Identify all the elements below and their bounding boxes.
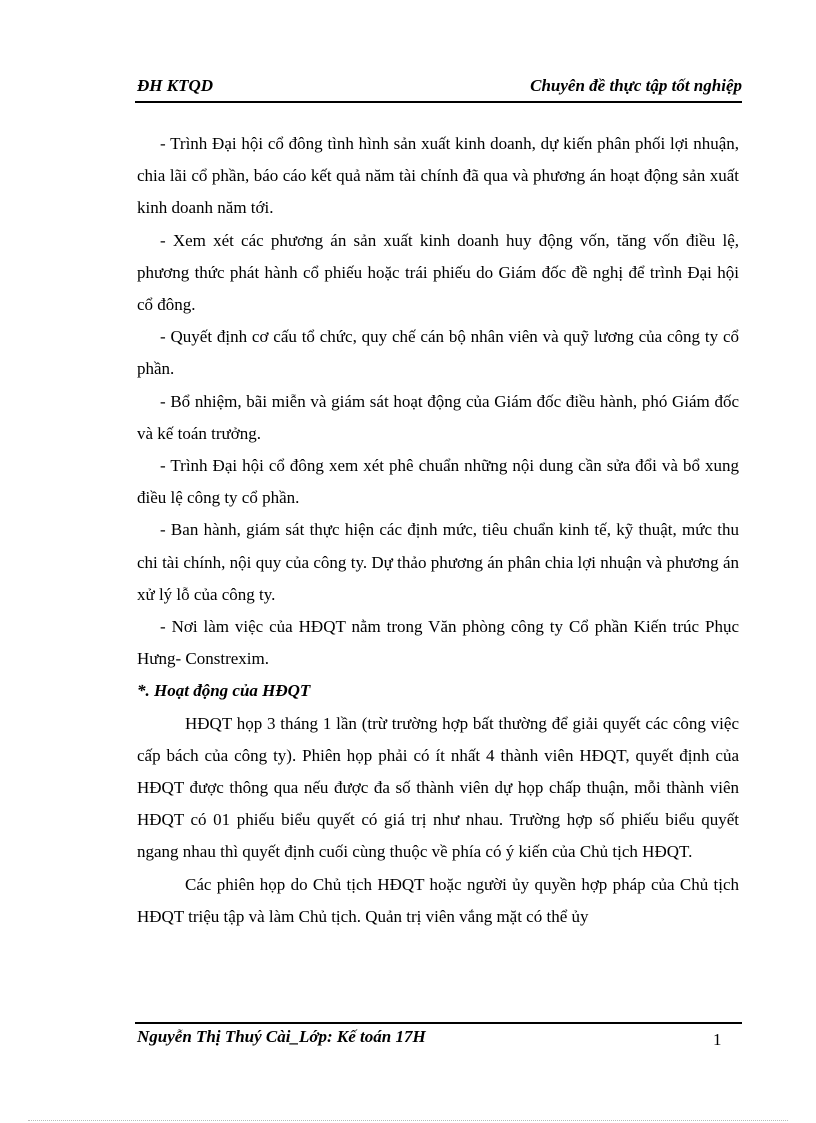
footer-rule <box>135 1022 742 1024</box>
header-right-text: Chuyên đề thực tập tốt nghiệp <box>530 76 742 95</box>
section-heading: *. Hoạt động của HĐQT <box>137 681 311 701</box>
paragraph: HĐQT họp 3 tháng 1 lần (trừ trường hợp bất thường để giải quyết các công việc cấp bách của công ty). Phiên họp phải có ít nhất 4 thành viên HĐQT, quyết định của HĐQT được thông qua nếu được đa số thành viên dự họp chấp thuận, mỗi thành viên HĐQT có 01 phiếu biểu quyết có giá trị như nhau. Trường hợp số phiếu biểu quyết ngang nhau thì quyết định cuối cùng thuộc về phía có ý kiến của Chủ tịch HĐQT. <box>137 713 739 862</box>
page-number: 1 <box>713 1030 722 1049</box>
paragraph: - Xem xét các phương án sản xuất kinh doanh huy động vốn, tăng vốn điều lệ, phương thức phát hành cổ phiếu hoặc trái phiếu do Giám đốc đề nghị để trình Đại hội cổ đông. <box>137 230 739 315</box>
paragraph: Các phiên họp do Chủ tịch HĐQT hoặc người ủy quyền hợp pháp của Chủ tịch HĐQT triệu tập và làm Chủ tịch. Quản trị viên vắng mặt có thể ủy <box>137 874 739 926</box>
header-left-text: ĐH KTQD <box>137 76 214 95</box>
page-header <box>137 76 742 102</box>
paragraph: - Bổ nhiệm, bãi miễn và giám sát hoạt động của Giám đốc điều hành, phó Giám đốc và kế toán trưởng. <box>137 391 739 443</box>
paragraph: - Nơi làm việc của HĐQT nằm trong Văn phòng công ty Cổ phần Kiến trúc Phục Hưng- Constrexim. <box>137 617 739 669</box>
paragraph: - Ban hành, giám sát thực hiện các định mức, tiêu chuẩn kinh tế, kỹ thuật, mức thu chi tài chính, nội quy của công ty. Dự thảo phương án phân chia lợi nhuận và phương án xử lý lỗ của công ty. <box>137 520 739 604</box>
header-rule <box>135 101 742 103</box>
paragraph: - Trình Đại hội cổ đông xem xét phê chuẩn những nội dung cần sửa đổi và bổ xung điều lệ công ty cổ phần. <box>137 456 739 508</box>
page-edge-divider <box>28 1120 788 1121</box>
paragraph: - Trình Đại hội cổ đông tình hình sản xuất kinh doanh, dự kiến phân phối lợi nhuận, chia lãi cổ phần, báo cáo kết quả năm tài chính đã qua và phương án hoạt động sản xuất kinh doanh năm tới. <box>137 134 739 218</box>
paragraph: - Quyết định cơ cấu tổ chức, quy chế cán bộ nhân viên và quỹ lương của công ty cổ phần. <box>137 327 739 379</box>
footer-author-text: Nguyễn Thị Thuý Cài_Lớp: Kế toán 17H <box>137 1027 426 1046</box>
document-body <box>137 128 739 933</box>
